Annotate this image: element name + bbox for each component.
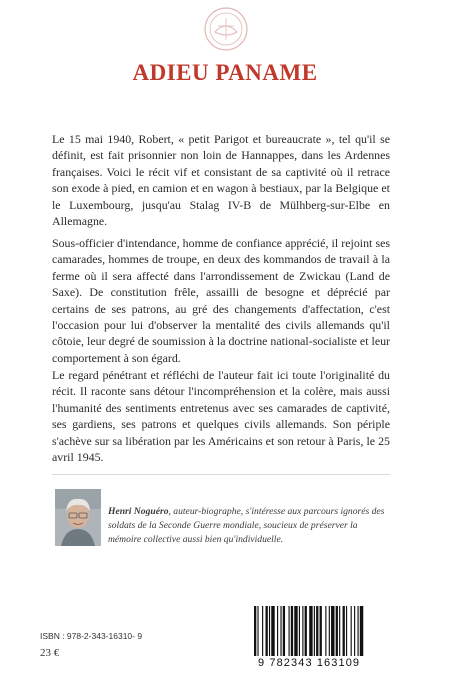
author-bio bbox=[108, 505, 392, 547]
paragraph-text: Sous-officier d'intendance, homme de confiance apprécié, il rejoint ses camarades, hommes de troupe, en deux des kommandos de travail à la ferme où il sera affecté dans l'arrondissement de Zwickau (Land de Saxe). De constitution frêle, assailli de besogne et déprécié par certains de ses patrons, au gré des changements d'affectation, c'est l'occasion pour lui d'observer la mentalité des civils allemands qu'il côtoie, leur degré de soumission à la doctrine national-socialiste et leur comportement à son égard. bbox=[52, 236, 390, 365]
paragraph-text: Le 15 mai 1940, Robert, « petit Parigot et bureaucrate », tel qu'il se définit, est fait prisonnier non loin de Hannappes, dans les Ardennes françaises. Voici le récit vif et consistant de sa captivité où il retrace son exode à pied, en camion et en wagon à bestiaux, par la Belgique et le Luxembourg, jusqu'au Stalag IV-B de Mülhberg-sur-Elbe en Allemagne. bbox=[52, 132, 390, 229]
book-title: ADIEU PANAME bbox=[132, 60, 318, 85]
divider bbox=[52, 474, 390, 475]
author-bio-text: , auteur-biographe, s'intéresse aux parcours ignorés des soldats de la Seconde Guerre mondiale, soucieux de préserver la mémoire collective aussi bien qu'individuelle. bbox=[108, 506, 385, 545]
author-name: Henri Noguéro bbox=[108, 506, 169, 517]
paragraph-text: Le regard pénétrant et réfléchi de l'auteur fait ici toute l'originalité du récit. Il raconte sans détour l'incompréhension et la colère, mais aussi l'humanité des sentiments entretenus avec ses camarades de captivité, ses gardiens, ses patrons et quelques civils allemands. Son périple s'achève sur sa libération par les Américains et son retour à Paris, le 25 avril 1945. bbox=[52, 368, 390, 465]
isbn: ISBN : 978-2-343-16310- 9 bbox=[40, 631, 143, 641]
publisher-emblem-icon bbox=[203, 6, 249, 52]
barcode-icon bbox=[250, 606, 410, 656]
summary-paragraph-3 bbox=[52, 367, 390, 465]
price: 23 € bbox=[40, 647, 60, 659]
author-photo bbox=[55, 489, 101, 546]
summary-paragraph-2 bbox=[52, 235, 390, 366]
summary-paragraph-1 bbox=[52, 131, 390, 229]
barcode-number: 9 782343 163109 bbox=[258, 657, 361, 669]
